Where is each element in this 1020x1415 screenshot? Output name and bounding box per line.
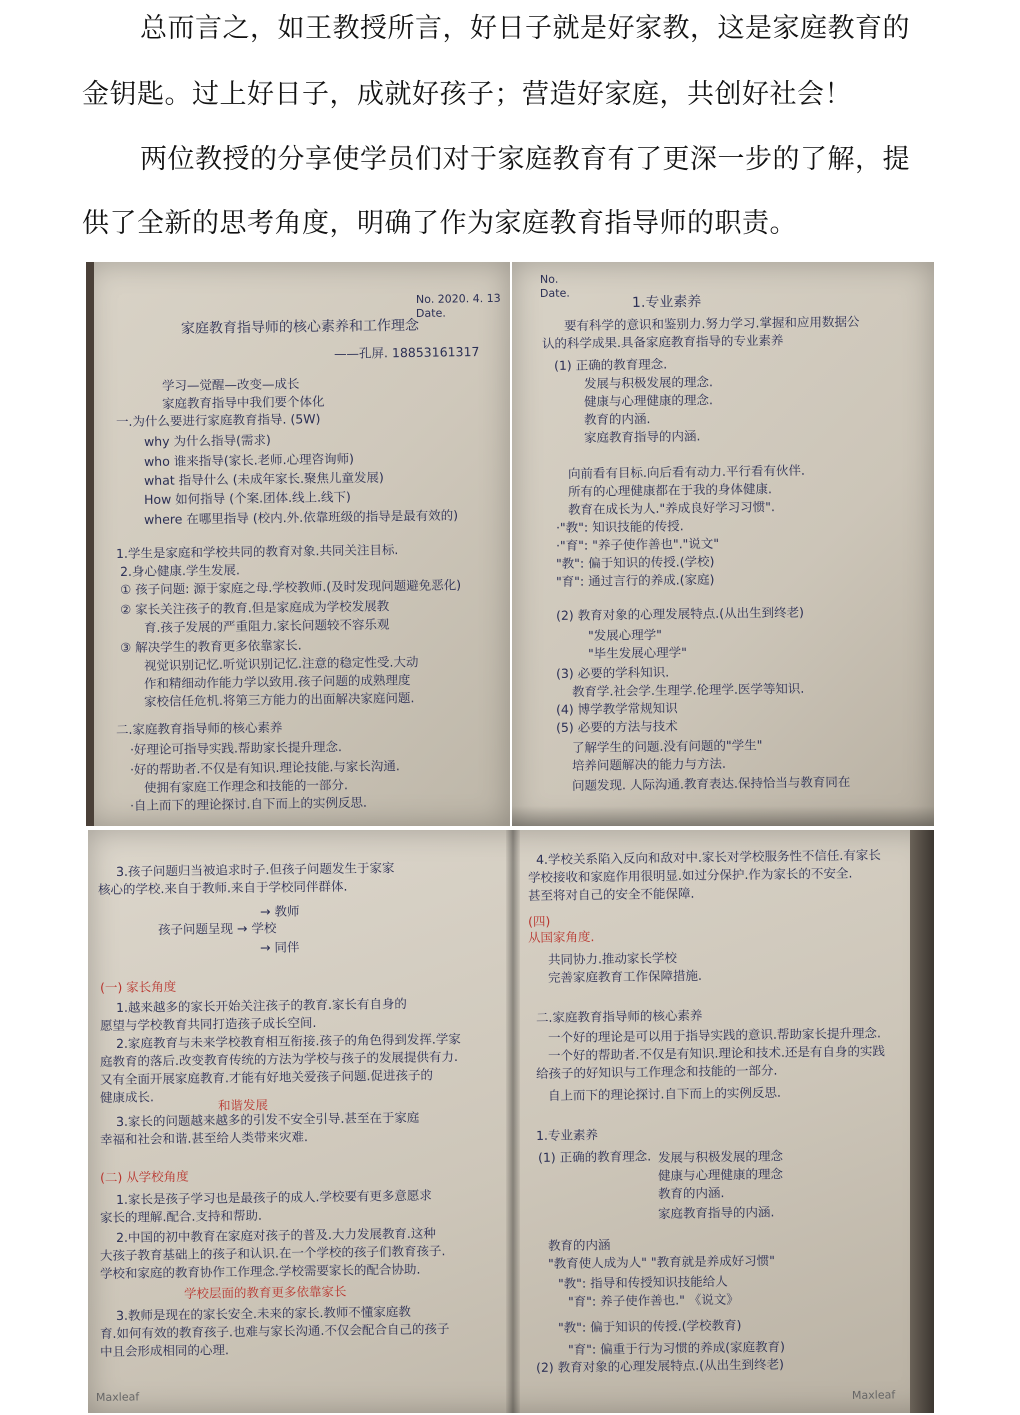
note-line: ·好的帮助者.不仅是有知识.理论技能.与家长沟通.	[129, 758, 400, 777]
note-line: ② 家长关注孩子的教育.但是家庭成为学校发展教	[119, 598, 390, 617]
note-line: 学校接收和家庭作用很明显.如过分保护.作为家长的不安全.	[527, 865, 853, 885]
note-line: 向前看有目标.向后看有动力.平行看有伙伴.	[567, 462, 806, 481]
note-line: 教育学.社会学.生理学.伦理学.医学等知识.	[571, 680, 805, 699]
note-line: 了解学生的问题.没有问题的"学生"	[571, 737, 763, 755]
note-line: (1) 正确的教育理念.	[537, 1148, 652, 1165]
note-line: 中且会形成相同的心理.	[99, 1342, 230, 1359]
note-line: 育.孩子发展的严重阻力.家长问题较不容乐观	[143, 616, 390, 635]
note-annotation: 和谐发展	[217, 1097, 269, 1113]
note-line: "教": 偏于知识的传授.(学校)	[555, 553, 715, 571]
note-line: who 谁来指导(家长.老师.心理咨询师)	[143, 451, 355, 469]
note-line: 教育的内涵	[547, 1237, 611, 1253]
note-line: 1.越来越多的家长开始关注孩子的教育.家长有自身的	[115, 995, 407, 1015]
note-line: (3) 必要的学科知识.	[555, 664, 670, 681]
notebook-photo-2	[512, 262, 934, 826]
note-line: (1) 正确的教育理念.	[553, 356, 668, 373]
note-line: "教育使人成为人" "教育就是养成好习惯"	[547, 1252, 776, 1271]
note-line: → 同伴	[259, 939, 300, 955]
note-line: 健康成长.	[99, 1089, 155, 1105]
note-line: 3.孩子问题归当被追求时子.但孩子问题发生于家家	[115, 860, 395, 879]
note-line: 又有全面开展家庭教育.才能有好地关爱孩子问题.促进孩子的	[99, 1067, 434, 1087]
note-line: "育": 通过言行的养成.(家庭)	[555, 571, 715, 589]
note-line: (2) 教育对象的心理发展特点.(从出生到终老)	[535, 1356, 785, 1375]
note-line: 一.为什么要进行家庭教育指导. (5W)	[115, 411, 321, 429]
page-date-label: Date.	[415, 306, 446, 320]
notebook-photo-1	[86, 262, 510, 826]
note-line: 自上而下的理论探讨.自下而上的实例反思.	[547, 1084, 782, 1103]
note-line: 学校和家庭的教育协作工作理念.学校需要家长的配合协助.	[99, 1261, 421, 1281]
note-line: "发展心理学"	[587, 626, 663, 643]
note-line: 一个好的帮助者.不仅是有知识.理论和技术.还是有自身的实践	[547, 1043, 885, 1063]
note-line: ③ 解决学生的教育更多依靠家长.	[119, 637, 302, 655]
note-line: 教育在成长为人."养成良好学习习惯".	[567, 499, 776, 517]
note-line: 认的科学成果.具备家庭教育指导的专业素养	[541, 332, 784, 351]
note-line: 问题发现. 人际沟通.教育表达.保持恰当与教育同在	[571, 774, 851, 793]
photo-edge	[512, 806, 934, 826]
note-line: where 在哪里指导 (校内.外.依靠班级的指导是最有效的)	[143, 507, 459, 527]
note-heading: (四)	[527, 913, 551, 929]
note-line: 二.家庭教育指导师的核心素养	[115, 719, 283, 737]
note-line: 共同协力.推动家长学校	[547, 950, 678, 967]
note-heading: (二) 从学校角度	[99, 1168, 189, 1185]
note-line: ·好理论可指导实践.帮助家长提升理念.	[129, 739, 343, 757]
note-line: 家校信任危机.将第三方能力的出面解决家庭问题.	[143, 690, 415, 709]
note-line: 1.家长是孩子学习也是最孩子的成人.学校要有更多意愿求	[115, 1187, 432, 1207]
page-date-label: Date.	[539, 286, 570, 300]
note-line: How 如何指导 (个案.团体.线上.线下)	[143, 489, 351, 507]
note-line: 家庭教育指导中我们要个体化	[161, 393, 325, 411]
notebook-brand-left: Maxleaf	[95, 1390, 140, 1404]
note-line: 幸福和社会和谐.甚至给人类带来灾难.	[99, 1129, 309, 1147]
notebook-photo-3	[88, 830, 934, 1413]
note-line: 发展与积极发展的理念	[657, 1148, 784, 1165]
note-line: ·"育": "养子使作善也"."说文"	[555, 535, 720, 553]
note-line: 2.中国的初中教育在家庭对孩子的普及.大力发展教育.这种	[115, 1225, 436, 1245]
note-line: 庭教育的落后.改变教育传统的方法为学校与孩子的发展提供有力.	[99, 1049, 459, 1069]
notebook-spine	[506, 830, 520, 1413]
page-number: No.	[539, 272, 559, 286]
note-line: 健康与心理健康的理念.	[583, 392, 714, 409]
photo-edge	[910, 830, 934, 1413]
notebook-brand-right: Maxleaf	[851, 1388, 896, 1402]
note-line: 家庭教育指导师的核心素养和工作理念	[180, 317, 420, 337]
note-line: 二.家庭教育指导师的核心素养	[535, 1007, 703, 1025]
note-line: (2) 教育对象的心理发展特点.(从出生到终老)	[555, 604, 805, 623]
note-line: 愿望与学校教育共同打造孩子成长空间.	[99, 1014, 317, 1033]
note-line: 健康与心理健康的理念	[657, 1166, 784, 1183]
note-line: 家庭教育指导的内涵.	[583, 428, 701, 445]
note-line: 1.学生是家庭和学校共同的教育对象.共同关注目标.	[115, 542, 399, 561]
paragraph-1: 总而言之，如王教授所言，好日子就是好家教，这是家庭教育的	[140, 13, 910, 44]
note-line: → 教师	[259, 903, 300, 919]
note-line: ·自上而下的理论探讨.自下而上的实例反思.	[129, 794, 368, 813]
note-heading: (一) 家长角度	[99, 978, 177, 995]
note-line: 大孩子教育基础上的孩子和认识.在一个学校的孩子们教育孩子.	[99, 1243, 446, 1263]
note-line: 2.身心健康.学生发展.	[119, 562, 240, 579]
paragraph-3: 两位教授的分享使学员们对于家庭教育有了更深一步的了解，提	[140, 144, 910, 175]
note-line: ——孔屏. 18853161317	[333, 343, 480, 361]
note-line: 学习—觉醒—改变—成长	[161, 376, 300, 393]
note-line: 使拥有家庭工作理念和技能的一部分.	[143, 777, 349, 795]
note-line: 1.专业素养	[631, 294, 702, 311]
paragraph-4: 供了全新的思考角度，明确了作为家庭教育指导师的职责。	[82, 208, 797, 239]
note-line: 培养问题解决的能力与方法.	[571, 755, 727, 773]
note-line: 家庭教育指导的内涵.	[657, 1204, 775, 1221]
note-line: 所有的心理健康都在于我的身体健康.	[567, 481, 773, 499]
paragraph-2: 金钥匙。过上好日子，成就好孩子；营造好家庭，共创好社会！	[82, 79, 852, 110]
note-line: "教": 指导和传授知识技能给人	[557, 1273, 728, 1291]
note-line: 家长的理解.配合.支持和帮助.	[99, 1207, 263, 1225]
note-line: 4.学校关系陷入反向和敌对中.家长对学校服务性不信任.有家长	[535, 847, 881, 867]
note-line: 一个好的理论是可以用于指导实践的意识.帮助家长提升理念.	[547, 1025, 882, 1045]
note-line: "毕生发展心理学"	[587, 644, 688, 661]
note-line: 教育的内涵.	[583, 411, 651, 427]
note-line: 育.如何有效的教育孩子.也难与家长沟通.不仅会配合自己的孩子	[99, 1321, 450, 1341]
note-line: 1.专业素养	[535, 1127, 599, 1143]
note-line: 发展与积极发展的理念.	[583, 374, 714, 391]
note-line: 孩子问题呈现 → 学校	[157, 920, 277, 937]
note-line: ① 孩子问题: 源于家庭之母.学校教师.(及时发现问题避免恶化)	[119, 577, 462, 597]
page-number: No. 2020. 4. 13	[415, 291, 501, 306]
note-line: (4) 博学教学常规知识	[555, 700, 678, 717]
note-line: 3.家长的问题越来越多的引发不安全引导.甚至在于家庭	[115, 1109, 420, 1129]
note-line: "育": 养子使作善也." 《说文》	[567, 1291, 739, 1309]
note-line: 2.家庭教育与未来学校教育相互衔接.孩子的角色得到发挥.学家	[115, 1031, 461, 1051]
note-line: 甚至将对自己的安全不能保障.	[527, 885, 695, 903]
note-line: 视觉识别记忆.听觉识别记忆.注意的稳定性受.大动	[143, 654, 419, 673]
note-line: 作和精细动作能力学以致用.孩子问题的成熟理度	[143, 672, 411, 691]
note-annotation: 学校层面的教育更多依靠家长	[183, 1283, 347, 1301]
note-line: "育": 偏重于行为习惯的养成(家庭教育)	[567, 1338, 786, 1357]
note-line: 要有科学的意识和鉴别力.努力学习.掌握和应用数据公	[563, 313, 860, 333]
photo-edge	[86, 262, 94, 826]
note-line: "教": 偏于知识的传授.(学校教育)	[557, 1317, 742, 1335]
note-line: 给孩子的好知识与工作理念和技能的一部分.	[535, 1062, 778, 1081]
note-line: 完善家庭教育工作保障措施.	[547, 967, 703, 985]
note-line: what 指导什么 (未成年家长.聚焦儿童发展)	[143, 469, 384, 488]
note-line: why 为什么指导(需求)	[143, 432, 271, 449]
note-line: 教育的内涵.	[657, 1185, 725, 1201]
note-heading: 从国家角度.	[527, 929, 595, 945]
note-line: 3.教师是现在的家长安全.未来的家长.教师不懂家庭教	[115, 1303, 411, 1323]
note-line: ·"教": 知识技能的传授.	[555, 518, 684, 535]
note-line: 核心的学校.来自于教师.来自于学校同伴群体.	[97, 878, 348, 897]
note-line: (5) 必要的方法与技术	[555, 718, 678, 735]
